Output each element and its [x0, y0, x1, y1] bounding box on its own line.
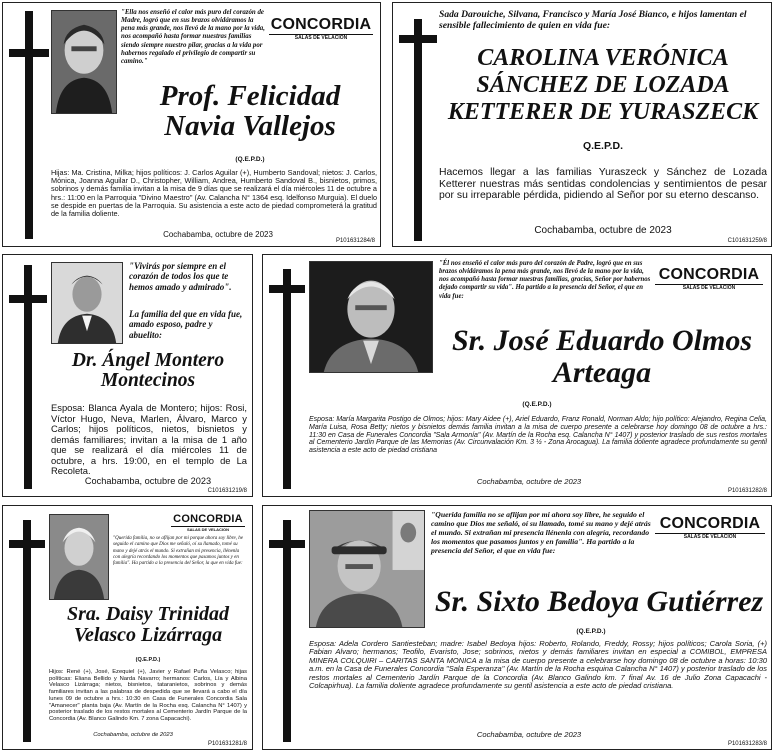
quote-text: "Querida familia no se aflijan por mi ahora soy libre, he seguido el camino que Dios me señaló, oí su llamado, tomé su mano y dejé atrás el mundo. Si extrañan mi presencia llénenla con alegría, recordando los momentos que pasamos juntos y en familia". Ha partido a la presencia del Señor, el que en vida fue: [431, 510, 651, 556]
notice-body: Hacemos llegar a las familias Yuraszeck y Sánchez de Lozada Ketterer nuestras más sentidas condolencias y sentimientos de pesar por su irreparable pérdida, pidiendo al Señor por su eterno descanso. [439, 167, 767, 202]
concordia-logo: CONCORDIA SALAS DE VELACION [655, 516, 765, 540]
concordia-logo: CONCORDIA SALAS DE VELACION [171, 514, 245, 532]
concordia-logo: CONCORDIA SALAS DE VELACION [655, 267, 763, 291]
ad-code: C101631259/8 [727, 238, 767, 244]
deceased-name: CAROLINA VERÓNICA SÁNCHEZ DE LOZADA KETTERER DE YURASZECK [447, 45, 759, 125]
portrait-photo [51, 262, 123, 344]
portrait-photo [51, 10, 117, 114]
place-date: Cochabamba, octubre de 2023 [534, 225, 672, 236]
qepd-label: Q.E.P.D. [582, 140, 624, 152]
deceased-name: Sr. José Eduardo Olmos Arteaga [451, 324, 753, 389]
portrait-photo [309, 510, 425, 628]
qepd-label: (Q.E.P.D.) [576, 628, 606, 635]
place-date: Cochabamba, octubre de 2023 [476, 730, 582, 739]
ad-code: P101631281/8 [207, 741, 247, 747]
place-date: Cochabamba, octubre de 2023 [84, 476, 212, 486]
qepd-label: (Q.E.P.D.) [235, 156, 265, 163]
ad-code: P101631283/8 [727, 741, 767, 747]
ad-code: P101631284/8 [335, 238, 375, 244]
portrait-photo [49, 514, 109, 600]
ad-code: P101631282/8 [727, 488, 767, 494]
quote-text: "Él nos enseñó el calor más puro del corazón de Padre, logró que en sus brazos olvidáramos la pena más grande, nos llevó de la mano por la vida, nos acompañó hasta formar nuestras familias, gracias, Señor por habernos dejado compartir su vida". Ha partido a la presencia del Señor, el que en vida fue: [439, 260, 651, 300]
quote-text: "Vivirás por siempre en el corazón de todos los que te hemos amado y admirado". [129, 261, 232, 292]
deceased-name: Dr. Ángel Montero Montecinos [71, 350, 225, 392]
place-date: Cochabamba, octubre de 2023 [476, 477, 582, 486]
portrait-photo [309, 261, 433, 373]
notice-daisy [2, 505, 253, 750]
deceased-name: Sr. Sixto Bedoya Gutiérrez [434, 585, 764, 618]
cross-icon [399, 19, 437, 241]
place-date: Cochabamba, octubre de 2023 [163, 230, 273, 239]
notice-body: Esposa: Adela Cordero Santiesteban; madre: Isabel Bedoya hijos: Roberto, Rolando, Freddy, Rossy; hijos políticos; Carola Soria, (+) Fabian Alvaro; hermanos; Teofilo, Evaristo, Jose; sobrinos, nietos y demás familiares invitan en especial a COMIBOL, EMPRESA MINERA COLQUIRI – CARITAS SANTA MONICA a la misa de cuerpo presente a celebrarse hoy domingo 08 de octubre a horas: 10:30 a.m. en la Casa de Funerales Concordia "Sala Esperanza" (Av. Martín de la Rocha esquina Calancha N° 1407) y posterior traslado de los restos mortales al Cementerio Jardín Parque de la Concordia (Av. Blanco Galindo km. 7 final Av. 16 de Julio Zona Capacachi - Colcapirhua). La familia doliente agradece profundamente su gentil asistencia a este acto de piedad cristiana. [309, 639, 767, 690]
ad-code: C101631219/8 [207, 488, 247, 494]
place-date: Cochabamba, octubre de 2023 [93, 732, 173, 738]
notice-body: Hijos: René (+), José, Ezequiel (+), Javier y Rafael Puña Velasco; hijas políticas: Eliana Bellido y Narda Navarro; hermanos: Carlos, Lía y Albina Velasco Lizárraga; nietos, bisnietos, tataranietos, sobrinos y demás familiares invitan a las palabras de despedida que se llevará a cabo el día lunes 09 de octubre a hrs.: 10:30 en Casa de Funerales Concordia Sala "Amanecer" planta baja (Av. Martín de la Rocha esq. Calancha N° 1407) y posterior traslado de los restos mortales al Cementerio Jardín Parque de la Concordia (Av. Blanco Galindo Km. 7 zona Capacachi). [49, 669, 247, 723]
quote-text: "Ella nos enseñó el calor más puro del corazón de Madre, logró que en sus brazos olvidáramos la pena más grande, nos llevó de la mano por la vida, nos acompañó hasta formar nuestras familias siendo siempre nuestro pilar, gracias a la vida por habernos regalado el privilegio de compartir su camino." [121, 9, 265, 65]
qepd-label: (Q.E.P.D.) [135, 657, 161, 663]
notice-jose [262, 254, 772, 497]
notice-felicidad [2, 2, 381, 247]
notice-body: Esposa: María Margarita Postigo de Olmos; hijos: Mary Aidee (+), Ariel Eduardo, Franz Ronald, Norman Aldo; hijo político: Alejandro, Regina Celia, María Luisa, Rosa Betty; nietos y bisnietos demás familia invitan a la misa de cuerpo presente a celebrarse hoy domingo 08 de octubre a hrs.: 11:30 en Casa de Funerales Concordia "Sala Armonía" (Av. Martín de la Rocha esq. Calancha N° 1407) y posterior traslado de sus restos mortales al Cementerio Jardín Parque de las Memorias (Av. Circunvalación Km. 3 ½ - Zona Arocagua). La familia doliente agradece profundamente su gentil asistencia a este acto de piedad cristiana [309, 416, 767, 455]
concordia-logo: CONCORDIA SALAS DE VELACION [270, 16, 372, 41]
intro-text: La familia del que en vida fue, amado esposo, padre y abuelito: [129, 309, 243, 340]
cross-icon [269, 520, 305, 742]
cross-icon [9, 11, 49, 239]
notice-sixto [262, 505, 772, 750]
intro-text: Sada Darouiche, Silvana, Francisco y María José Bianco, e hijos lamentan el sensible fallecimiento de quien en vida fue: [439, 9, 747, 32]
cross-icon [9, 265, 47, 489]
notice-angel [2, 254, 253, 497]
notice-body: Esposa: Blanca Ayala de Montero; hijos: Rosi, Víctor Hugo, Neva, Marlen, Álvaro, Marco y Carlos; hijos políticos, nietos, bisnietos y demás familiares; invitan a la misa de 1 año que se realizará el día miércoles 11 de octubre, a hrs. 19:00, en el templo de La Recoleta. [51, 402, 247, 477]
deceased-name: Sra. Daisy Trinidad Velasco Lizárraga [66, 603, 230, 646]
deceased-name: Prof. Felicidad Navia Vallejos [159, 80, 341, 143]
qepd-label: (Q.E.P.D.) [522, 401, 552, 408]
notice-carolina [392, 2, 772, 247]
quote-text: "Querida familia, no se aflijan por mi porque ahora soy libre, he seguido el camino que Dios me señaló, oí su llamado, tomé su mano y dejé atrás el mundo. Si extrañan mi presencia, llénenla con alegría recordando los momentos que pasamos juntos y en familia". Ha partido a la presencia del Señor, la que en vida fue: [113, 536, 243, 566]
cross-icon [9, 520, 45, 742]
cross-icon [269, 269, 305, 489]
notice-body: Hijas: Ma. Cristina, Milka; hijos políticos: J. Carlos Aguilar (+), Humberto Sandoval; nietos: J. Carlos, Mónica, Joanna Aguilar D., Christopher, William, Andrea, Humberto Sandoval B., bisnietos, primos, sobrinos y demás familia invitan a la misa de 9 días que se realizará el día miércoles 11 de octubre a hrs.: 11:00 en la Parroquia "Divino Maestro" (Av. Calancha N° 1364 esq. Idelfonso Murguia). El duelo se despide en puertas de la Parroquia. Su asistencia a este acto de piedad comprometerá la gratitud de la familia doliente. [51, 168, 377, 218]
